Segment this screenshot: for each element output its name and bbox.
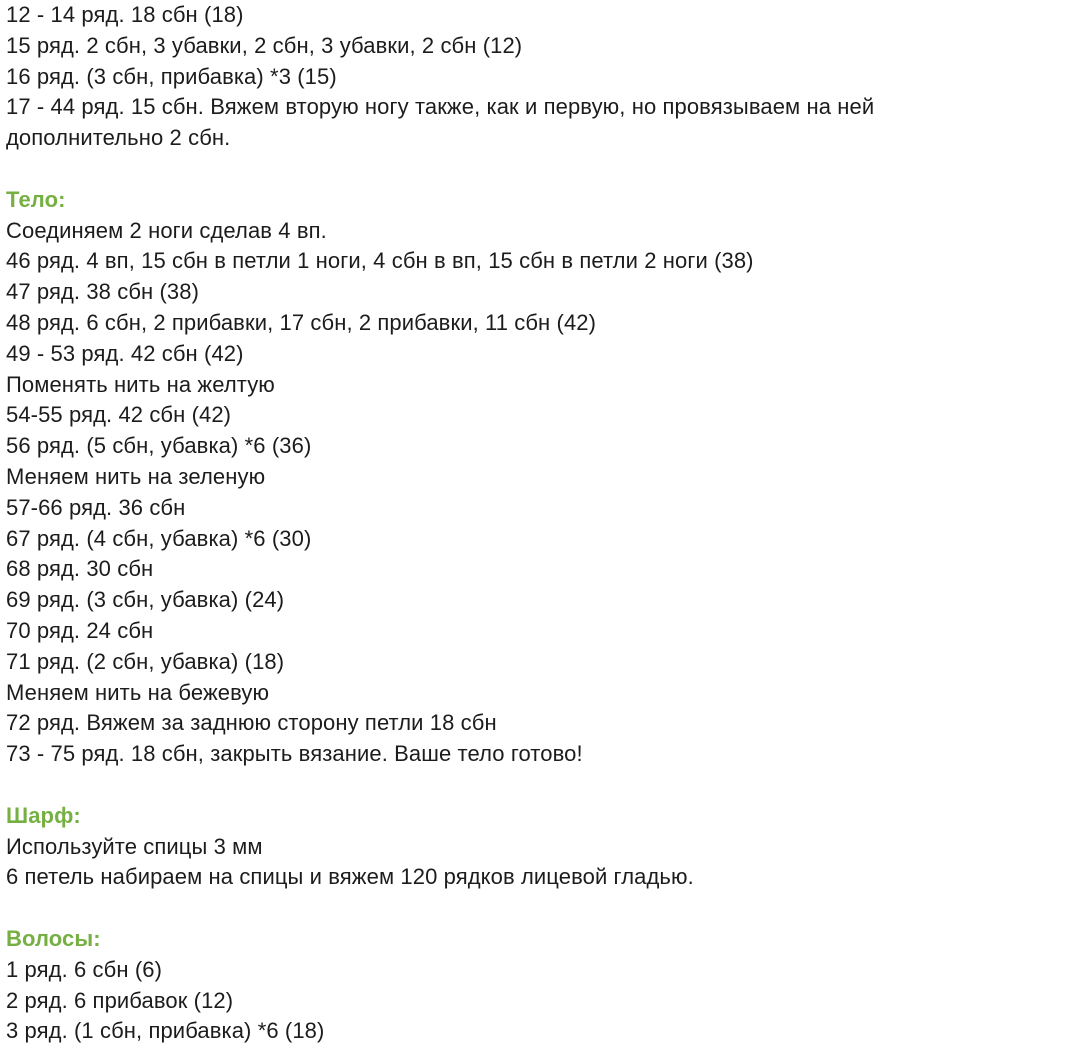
pattern-line: 3 ряд. (1 сбн, прибавка) *6 (18): [6, 1018, 325, 1044]
section-spacer: [6, 154, 1072, 185]
pattern-line: Соединяем 2 ноги сделав 4 вп.: [6, 217, 327, 243]
hair-section: [6, 924, 1072, 1047]
section-spacer: [6, 893, 1072, 924]
pattern-line: 49 - 53 ряд. 42 сбн (42): [6, 340, 244, 366]
pattern-line: 68 ряд. 30 сбн: [6, 556, 154, 582]
pattern-line: 46 ряд. 4 вп, 15 сбн в петли 1 ноги, 4 сбн в вп, 15 сбн в петли 2 ноги (38): [6, 248, 754, 274]
pattern-line: 48 ряд. 6 сбн, 2 прибавки, 17 сбн, 2 прибавки, 11 сбн (42): [6, 309, 597, 335]
pattern-line: 1 ряд. 6 сбн (6): [6, 956, 163, 982]
pattern-line: Используйте спицы 3 мм: [6, 833, 263, 859]
section-heading-body: Тело:: [6, 186, 66, 212]
pattern-line: Меняем нить на зеленую: [6, 463, 266, 489]
pattern-line: 17 - 44 ряд. 15 сбн. Вяжем вторую ногу также, как и первую, но провязываем на ней: [6, 94, 875, 120]
pattern-line: 73 - 75 ряд. 18 сбн, закрыть вязание. Ваше тело готово!: [6, 741, 583, 767]
intro-section: [6, 0, 1072, 154]
pattern-line: Меняем нить на бежевую: [6, 679, 270, 705]
pattern-line: 54-55 ряд. 42 сбн (42): [6, 402, 232, 428]
pattern-line: 72 ряд. Вяжем за заднюю сторону петли 18 сбн: [6, 710, 497, 736]
section-spacer: [6, 770, 1072, 801]
pattern-line: 15 ряд. 2 сбн, 3 убавки, 2 сбн, 3 убавки, 2 сбн (12): [6, 32, 523, 58]
pattern-line: 12 - 14 ряд. 18 сбн (18): [6, 2, 244, 27]
pattern-line: 56 ряд. (5 сбн, убавка) *6 (36): [6, 433, 312, 459]
pattern-line: дополнительно 2 сбн.: [6, 125, 231, 151]
pattern-line: 16 ряд. (3 сбн, прибавка) *3 (15): [6, 63, 337, 89]
pattern-line: 6 петель набираем на спицы и вяжем 120 рядков лицевой гладью.: [6, 864, 694, 890]
pattern-document: [6, 0, 1072, 1047]
pattern-line: 69 ряд. (3 сбн, убавка) (24): [6, 587, 285, 613]
pattern-line: 47 ряд. 38 сбн (38): [6, 279, 200, 305]
pattern-line: 67 ряд. (4 сбн, убавка) *6 (30): [6, 525, 312, 551]
pattern-line: 2 ряд. 6 прибавок (12): [6, 987, 234, 1013]
pattern-line: 71 ряд. (2 сбн, убавка) (18): [6, 648, 285, 674]
pattern-line: 70 ряд. 24 сбн: [6, 617, 154, 643]
section-heading-scarf: Шарф:: [6, 802, 81, 828]
pattern-line: 57-66 ряд. 36 сбн: [6, 494, 186, 520]
section-heading-hair: Волосы:: [6, 925, 101, 951]
body-section: [6, 185, 1072, 770]
pattern-line: Поменять нить на желтую: [6, 371, 275, 397]
scarf-section: [6, 801, 1072, 893]
